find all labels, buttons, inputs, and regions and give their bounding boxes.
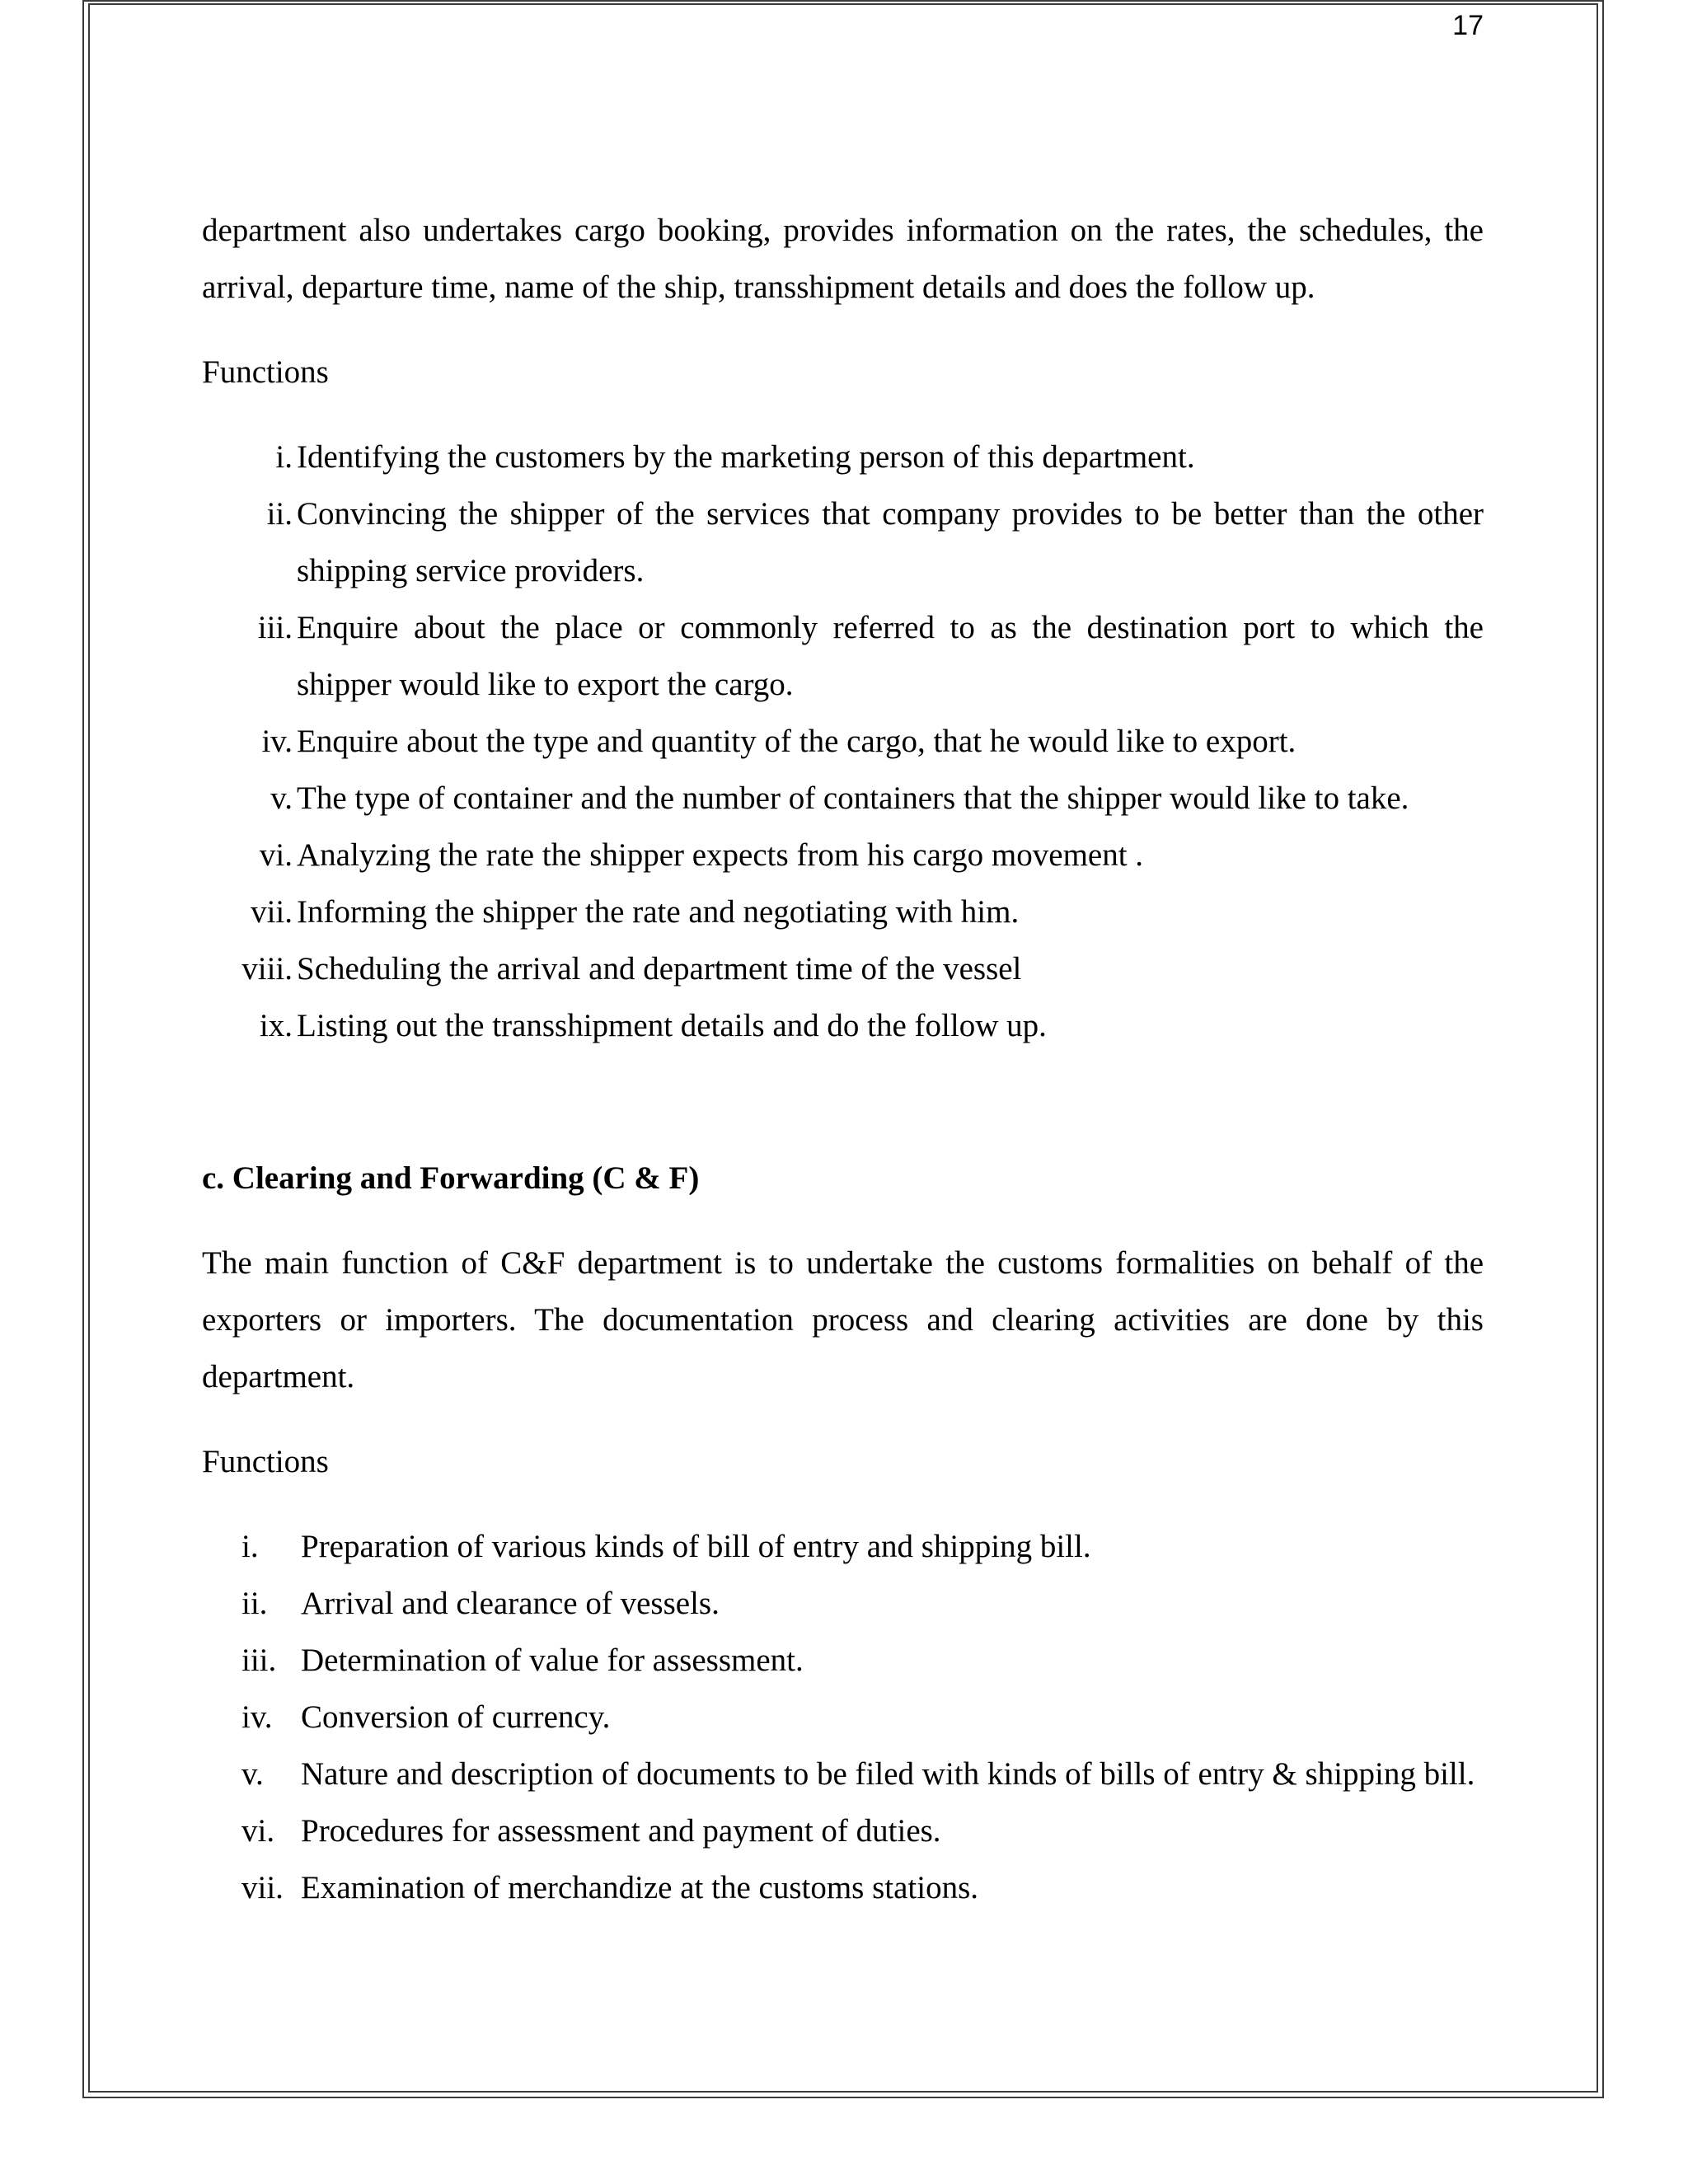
list-item-number: iii. bbox=[241, 1643, 277, 1678]
list-item-text: Determination of value for assessment. bbox=[301, 1643, 804, 1678]
page-number: 17 bbox=[1452, 10, 1484, 41]
list-item bbox=[202, 713, 1484, 770]
list-item bbox=[202, 1518, 1484, 1575]
functions-list-b bbox=[202, 429, 1484, 1054]
functions-list-c bbox=[202, 1518, 1484, 1916]
list-item bbox=[202, 1802, 1484, 1859]
list-item bbox=[202, 940, 1484, 997]
list-item bbox=[202, 1632, 1484, 1689]
list-item-text: Arrival and clearance of vessels. bbox=[301, 1586, 720, 1621]
list-item bbox=[202, 883, 1484, 940]
list-item-number: vi. bbox=[259, 837, 293, 873]
list-item bbox=[202, 429, 1484, 485]
list-item-number: i. bbox=[275, 439, 293, 475]
list-item-text: Identifying the customers by the marketing person of this department. bbox=[297, 439, 1195, 475]
list-item-text: Informing the shipper the rate and negotiating with him. bbox=[297, 894, 1020, 930]
list-item-number: iii. bbox=[257, 610, 293, 645]
list-item-number: v. bbox=[241, 1756, 264, 1792]
list-item-text: The type of container and the number of containers that the shipper would like to take. bbox=[297, 780, 1409, 816]
section-heading: c. Clearing and Forwarding (C & F) bbox=[202, 1160, 700, 1196]
list-item-text: Listing out the transshipment details and do the follow up. bbox=[297, 1008, 1047, 1043]
functions-label-b: Functions bbox=[202, 354, 329, 390]
list-item bbox=[202, 770, 1484, 827]
document-body bbox=[202, 202, 1484, 1916]
list-item-number: viii. bbox=[241, 951, 293, 987]
list-item bbox=[202, 1689, 1484, 1746]
list-item bbox=[202, 997, 1484, 1054]
list-item-number: ii. bbox=[241, 1586, 268, 1621]
list-item-number: iv. bbox=[241, 1699, 273, 1735]
list-item-number: vii. bbox=[251, 894, 293, 930]
list-item bbox=[202, 1859, 1484, 1916]
intro-paragraph: department also undertakes cargo booking, provides information on the rates, the schedules, the arrival, departure time, name of the ship, transshipment details and does the follow up. bbox=[202, 213, 1484, 305]
list-item-number: iv. bbox=[261, 724, 293, 759]
list-item-number: vii. bbox=[241, 1870, 284, 1905]
list-item-text: Preparation of various kinds of bill of entry and shipping bill. bbox=[301, 1529, 1091, 1564]
list-item-number: ix. bbox=[259, 1008, 293, 1043]
list-item-text: Scheduling the arrival and department time of the vessel bbox=[297, 951, 1022, 987]
list-item-number: v. bbox=[270, 780, 293, 816]
functions-label-c: Functions bbox=[202, 1444, 329, 1479]
list-item-number: i. bbox=[241, 1529, 259, 1564]
list-item-text: Procedures for assessment and payment of duties. bbox=[301, 1813, 941, 1849]
list-item-text: Analyzing the rate the shipper expects from his cargo movement . bbox=[297, 837, 1144, 873]
list-item bbox=[202, 599, 1484, 713]
list-item bbox=[202, 827, 1484, 883]
section-c-paragraph: The main function of C&F department is to undertake the customs formalities on behalf of the exporters or importers. The documentation process and clearing activities are done by this department. bbox=[202, 1245, 1484, 1394]
list-item-number: vi. bbox=[241, 1813, 275, 1849]
list-item bbox=[202, 1575, 1484, 1632]
list-item-text: Enquire about the place or commonly referred to as the destination port to which the shipper would like to export the cargo. bbox=[297, 610, 1484, 702]
list-item-text: Convincing the shipper of the services that company provides to be better than the other shipping service providers. bbox=[297, 496, 1484, 588]
list-item-text: Enquire about the type and quantity of the cargo, that he would like to export. bbox=[297, 724, 1296, 759]
list-item-text: Conversion of currency. bbox=[301, 1699, 611, 1735]
list-item bbox=[202, 485, 1484, 599]
list-item-text: Nature and description of documents to be filed with kinds of bills of entry & shipping bill. bbox=[301, 1756, 1475, 1792]
list-item-number: ii. bbox=[266, 496, 293, 532]
list-item-text: Examination of merchandize at the customs stations. bbox=[301, 1870, 979, 1905]
list-item bbox=[202, 1746, 1484, 1802]
